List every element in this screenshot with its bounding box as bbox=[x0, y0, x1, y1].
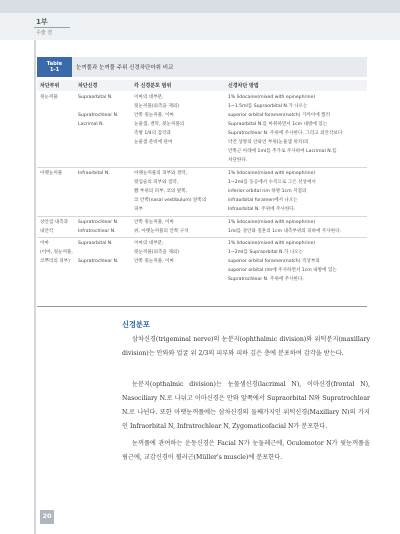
table-title: 눈꺼풀과 눈꺼풀 주위 신경차단마취 비교 bbox=[76, 65, 174, 71]
cell-method: 1~2ml를 Supraorbital N.가 나오는 bbox=[228, 250, 304, 255]
column-header-area: 차단부위 bbox=[40, 83, 60, 89]
cell-method: 약간 상방의 안와연 부위(눈물샘 위치)의 bbox=[228, 140, 309, 145]
part-label: 1부 bbox=[36, 18, 48, 26]
cell-range: 눈물샘, 결막, 윗눈꺼풀의 bbox=[134, 122, 185, 127]
cell-method: superior orbital foramen(notch) 직상부의 bbox=[228, 259, 320, 264]
cell-range: 안쪽 윗눈꺼풀, 이마 bbox=[134, 220, 174, 225]
cell-nerve: Supratrochlear N. bbox=[78, 113, 119, 118]
cell-range: 안쪽 윗눈꺼풀, 이마 bbox=[134, 113, 174, 118]
cell-range: 윗입술의 피부와 점막, bbox=[134, 180, 179, 185]
left-margin-rail bbox=[34, 40, 36, 534]
cell-nerve: Supraorbital N. bbox=[78, 95, 113, 100]
body-paragraph: 눈꺼풀에 관여하는 운동신경은 Facial N가 눈둘레근에, Oculomotor N가 윗눈꺼풀올림근에, 교감신경이 뮐러근(Müller's muscle)에 분포한다. bbox=[122, 440, 370, 461]
cell-method: 1% lidocaine(mixed with epinephrine) bbox=[228, 95, 316, 100]
table-badge-number: 1-1 bbox=[49, 67, 60, 73]
table-badge-label: Table bbox=[46, 61, 63, 67]
cell-range: 이마의 대부분, bbox=[134, 95, 164, 100]
cell-range: 눈물샘 분비에 관여 bbox=[134, 140, 173, 145]
cell-method: infraorbital foramen에서 나오는 bbox=[228, 198, 298, 203]
row-divider bbox=[37, 237, 367, 238]
section-heading: 신경분포 bbox=[122, 320, 150, 329]
cell-method: 1% lidocaine(mixed with epinephrine) bbox=[228, 241, 316, 246]
cell-method: 1~1.5ml를 Supraorbital N.가 나오는 bbox=[228, 104, 308, 109]
cell-range: 윗눈꺼풀(외측을 제외) bbox=[134, 104, 179, 109]
body-paragraph: 눈분지(opthalmic division)는 눈물샘신경(lacrimal N), 이마신경(frontal N), Nasociliary N.로 나뉘고 이마신경은 안와 앞쪽에서 Supraorbital N와 Supratrochlear N.로 나뉜다. 또한 아랫눈꺼풀에는 삼차신경의 둘째가지인 위턱신경(Maxillary N)의 가지인 Infraorbital N, Infratrochlear N, Zygomaticofacial N가 분포한다. bbox=[122, 381, 370, 430]
cell-range: 피부 bbox=[134, 207, 143, 212]
cell-area: 아랫눈꺼풀 bbox=[40, 171, 63, 176]
cell-area: (이마, 윗눈꺼풀, bbox=[40, 250, 73, 255]
cell-range: 위, 아랫눈꺼풀의 안쪽 구석 bbox=[134, 229, 189, 234]
cell-range: 아랫눈꺼풀의 피부와 결막, bbox=[134, 171, 188, 176]
cell-range: 안쪽 윗눈꺼풀, 이마 bbox=[134, 259, 174, 264]
cell-area: 윗눈꺼풀 bbox=[40, 95, 58, 100]
cell-range: 측방 1/4의 감각과 bbox=[134, 131, 171, 136]
cell-area: 코뿌리의 피부) bbox=[40, 259, 70, 264]
cell-method: 1% lidocaine(mixed with epinephrine) bbox=[228, 220, 316, 225]
column-header-nerve: 차단신경 bbox=[78, 83, 98, 89]
cell-method: Supratrochlear N. 주위에 주사한다. bbox=[228, 277, 304, 282]
cell-range: 이마의 대부분, bbox=[134, 241, 164, 246]
cell-method: 1% lidocaine(mixed with epinephrine) bbox=[228, 171, 316, 176]
column-header-method: 신경차단 방법 bbox=[228, 83, 259, 89]
cell-range: 코 안벽(nasal vestibulum) 앞쪽의 bbox=[134, 198, 207, 203]
cell-method: superior orbital foramen(notch) 가까이에 찔러 bbox=[228, 113, 331, 118]
column-header-range: 각 신경분포 범위 bbox=[134, 83, 172, 89]
body-paragraph: 삼차신경(trigeminal nerve)의 눈분지(ophthalmic division)와 위턱분지(maxillary division)는 안와와 얼굴 위 2/3의 피부와 피하 깊은 층에 분포하여 감각을 받는다. bbox=[122, 336, 370, 357]
cell-area: 내안각 bbox=[40, 229, 54, 234]
header-strip bbox=[0, 0, 400, 13]
cell-nerve: Lacrimal N. bbox=[78, 122, 104, 127]
cell-method: Supraorbital N.를 마취하면서 1cm 내방에 있는 bbox=[228, 122, 328, 127]
cell-method: Infraorbital N. 주위에 주사한다. bbox=[228, 207, 296, 212]
cell-method: 안쪽근 아래에 1ml를 추가로 주사하여 Lacrimal N.를 bbox=[228, 149, 337, 154]
cell-nerve: Supratrochlear N. bbox=[78, 220, 119, 225]
cell-method: 차단한다. bbox=[228, 158, 248, 163]
cell-nerve: Supratrochlear N. bbox=[78, 259, 119, 264]
cell-range: 뺨 부위의 피부, 코의 옆쪽, bbox=[134, 189, 188, 194]
row-divider bbox=[37, 167, 367, 168]
cell-nerve: Infraorbital N. bbox=[78, 171, 110, 176]
table-badge bbox=[37, 57, 72, 77]
part-divider bbox=[34, 27, 70, 28]
cell-method: 1~2ml를 동공에서 수직으로 그은 선상에서 bbox=[228, 180, 316, 185]
part-subtitle: 수술 전 bbox=[36, 30, 53, 36]
cell-method: inferior orbital rim 하방 1cm 지점의 bbox=[228, 189, 307, 194]
page-number: 20 bbox=[42, 512, 52, 520]
cell-nerve: Infratrochlear N. bbox=[78, 229, 116, 234]
cell-method: Supratrochlear N. 주위에 주사한다. 그리고 외안각보다 bbox=[228, 131, 343, 136]
cell-method: superior orbital rim에 주사하면서 1cm 내방에 있는 bbox=[228, 268, 337, 273]
table-bottom-rule bbox=[37, 306, 367, 307]
cell-area: 이마 bbox=[40, 241, 49, 246]
cell-method: 1ml를 상안와 절흔의 1cm 내측부위의 피하에 주사한다. bbox=[228, 229, 342, 234]
cell-range: 윗눈꺼풀(외측을 제외) bbox=[134, 250, 179, 255]
row-divider bbox=[37, 216, 367, 217]
cell-nerve: Supraorbital N. bbox=[78, 241, 113, 246]
cell-area: 상안검 내측과 bbox=[40, 220, 69, 225]
